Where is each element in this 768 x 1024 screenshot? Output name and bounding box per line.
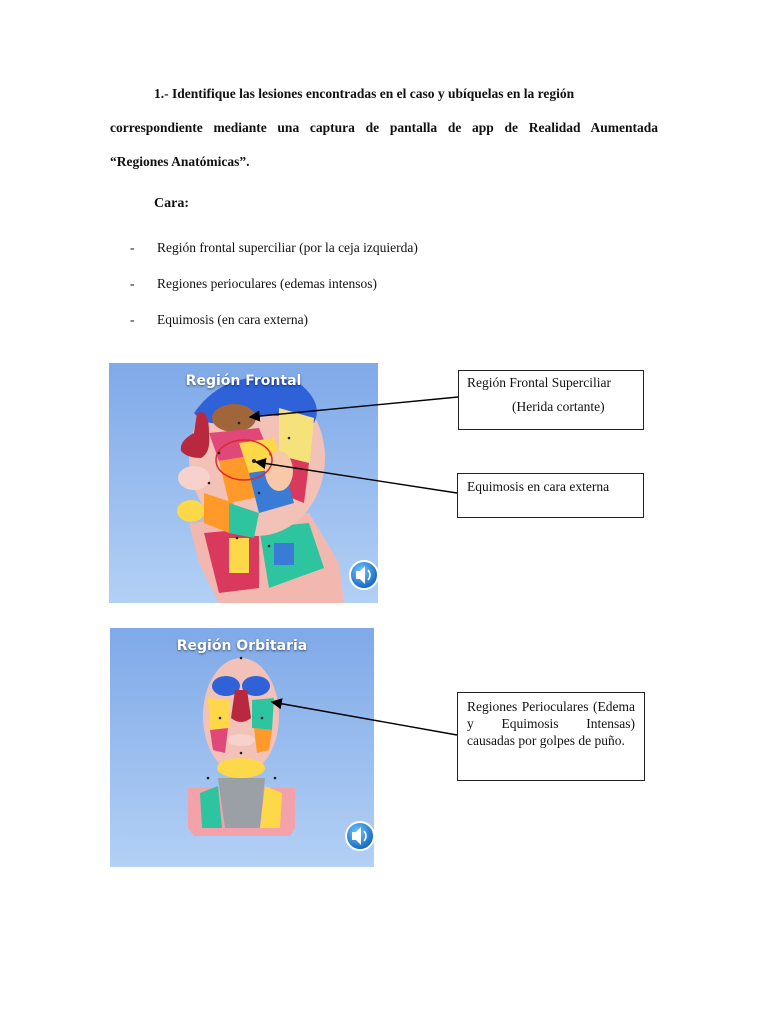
- list-item-text: Equimosis (en cara externa): [157, 312, 309, 327]
- list-item: [130, 312, 308, 328]
- app-screenshot-orbitaria: [110, 628, 374, 867]
- bullet-dash: -: [130, 276, 135, 291]
- question-line-2: correspondiente mediante una captura de pantalla de app de Realidad Aumentada: [110, 120, 658, 135]
- question-line-1: 1.- Identifique las lesiones encontradas en el caso y ubíquelas en la región: [154, 86, 575, 101]
- bullet-dash: -: [130, 240, 135, 255]
- head-model-orbitaria: [110, 628, 374, 867]
- screenshot-title: Región Orbitaria: [176, 638, 308, 654]
- list-item: [130, 276, 377, 292]
- head-model-frontal: [109, 363, 378, 603]
- list-item-text: Región frontal superciliar (por la ceja izquierda): [157, 240, 418, 255]
- section-heading: Cara:: [154, 196, 189, 211]
- list-item: [130, 240, 418, 256]
- callout-periocular: Regiones Perioculares (Edema y Equimosis Intensas) causadas por golpes de puño.: [457, 692, 645, 781]
- list-item-text: Regiones perioculares (edemas intensos): [157, 276, 378, 291]
- callout-frontal-superciliar: [458, 370, 644, 430]
- app-screenshot-frontal: [109, 363, 378, 603]
- callout-equimosis: Equimosis en cara externa: [457, 473, 644, 518]
- question-line-3: “Regiones Anatómicas”.: [110, 154, 250, 169]
- callout-subtitle: (Herida cortante): [512, 399, 605, 414]
- screenshot-title: Región Frontal: [185, 373, 302, 389]
- callout-title: Región Frontal Superciliar: [467, 375, 611, 390]
- bullet-dash: -: [130, 312, 135, 327]
